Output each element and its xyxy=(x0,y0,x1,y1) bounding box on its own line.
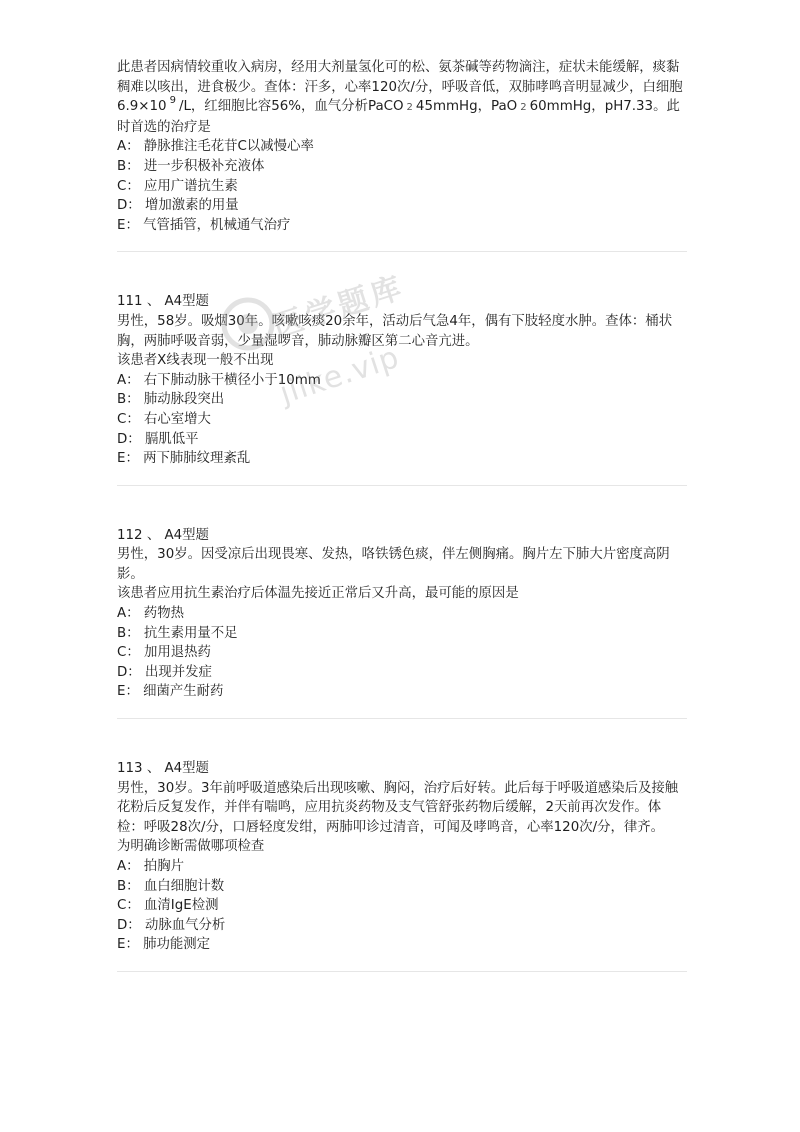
subscript: 2 xyxy=(406,102,413,114)
question-stem: 男性，58岁。吸烟30年。咳嗽咳痰20余年，活动后气急4年，偶有下肢轻度水肿。查体：桶状胸，两肺呼吸音弱，少量湿啰音，肺动脉瓣区第二心音亢进。 xyxy=(117,313,673,349)
subscript: 2 xyxy=(520,102,527,114)
stem-text: 45mmHg，PaO xyxy=(415,99,518,115)
option-d: D： 动脉血气分析 xyxy=(117,917,226,933)
question-header: 112 、 A4型题 xyxy=(117,527,209,543)
stem-text: /L，红细胞比容56%，血气分析PaCO xyxy=(178,99,404,115)
option-a: A： 右下肺动脉干横径小于10mm xyxy=(117,372,321,388)
divider xyxy=(117,251,687,252)
question-stem: 男性，30岁。因受凉后出现畏寒、发热，咯铁锈色痰，伴左侧胸痛。胸片左下肺大片密度高阴影。 xyxy=(117,547,670,582)
option-d: D： 增加激素的用量 xyxy=(117,198,239,214)
option-a: A： 药物热 xyxy=(117,606,184,622)
watermark-url: jiike.vip xyxy=(275,339,404,412)
option-e: E： 肺功能测定 xyxy=(117,937,211,953)
option-e: E： 两下肺肺纹理紊乱 xyxy=(117,451,251,467)
option-e: E： 气管插管，机械通气治疗 xyxy=(117,217,291,233)
document-page xyxy=(117,58,687,1012)
superscript: 9 xyxy=(169,95,176,107)
question-stem: 男性，30岁。3年前呼吸道感染后出现咳嗽、胸闷，治疗后好转。此后每于呼吸道感染后及接触花粉后反复发作，并伴有喘鸣，应用抗炎药物及支气管舒张药物后缓解，2天前再次发作。体检：呼吸28次/分，口唇轻度发绀，两肺叩诊过清音，可闻及哮鸣音，心率120次/分，律齐。 xyxy=(117,780,679,835)
option-b: B： 进一步积极补充液体 xyxy=(117,158,265,174)
option-b: B： 肺动脉段突出 xyxy=(117,392,225,408)
option-c: C： 血清IgE检测 xyxy=(117,898,219,914)
question-111 xyxy=(117,292,687,468)
question-110 xyxy=(117,58,687,235)
option-a: A： 静脉推注毛花苷C以减慢心率 xyxy=(117,139,314,155)
option-d: D： 膈肌低平 xyxy=(117,431,199,447)
option-c: C： 加用退热药 xyxy=(117,645,211,661)
option-b: B： 抗生素用量不足 xyxy=(117,625,238,641)
stem-text: 60mmHg，pH7.33。此时首选的治疗是 xyxy=(117,99,680,135)
question-112 xyxy=(117,526,687,702)
option-e: E： 细菌产生耐药 xyxy=(117,684,224,700)
divider xyxy=(117,718,687,719)
option-b: B： 血白细胞计数 xyxy=(117,878,225,894)
question-prompt: 为明确诊断需做哪项检查 xyxy=(117,839,265,855)
option-c: C： 应用广谱抗生素 xyxy=(117,178,238,194)
question-113 xyxy=(117,759,687,955)
question-prompt: 该患者应用抗生素治疗后体温先接近正常后又升高，最可能的原因是 xyxy=(117,586,519,602)
stem-text: 此患者因病情较重收入病房，经用大剂量氢化可的松、氨茶碱等药物滴注，症状未能缓解，痰黏稠难以咳出，进食极少。查体：汗多，心率120次/分，呼吸音低，双肺哮鸣音明显减少，白细胞6.9×10 xyxy=(117,60,683,115)
question-stem xyxy=(117,58,687,137)
question-header: 111 、 A4型题 xyxy=(117,294,209,310)
question-prompt: 该患者X线表现一般不出现 xyxy=(117,353,274,369)
option-d: D： 出现并发症 xyxy=(117,664,212,680)
option-c: C： 右心室增大 xyxy=(117,411,211,427)
question-header: 113 、 A4型题 xyxy=(117,761,209,777)
watermark-text: 医学题库 xyxy=(269,269,410,345)
divider xyxy=(117,971,687,972)
divider xyxy=(117,485,687,486)
option-a: A： 拍胸片 xyxy=(117,859,184,874)
